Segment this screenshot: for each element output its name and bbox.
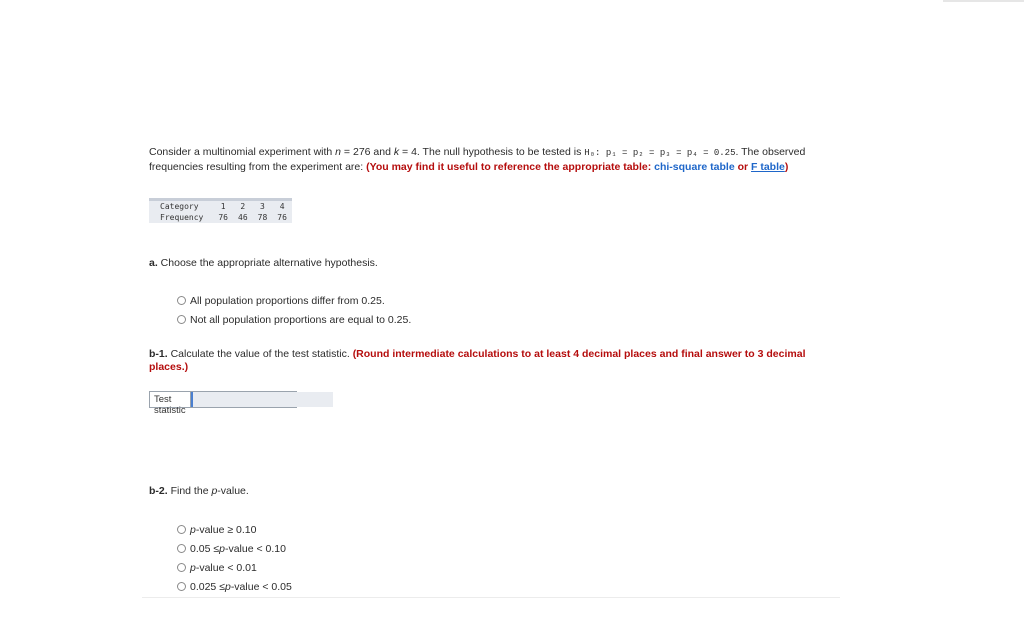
table-row	[149, 212, 292, 223]
f-table-link[interactable]: F table	[751, 161, 785, 173]
table-cell: 3	[260, 202, 265, 211]
null-hypothesis: H₀: p₁ = p₂ = p₃ = p₄ = 0.25	[584, 148, 736, 158]
part-b2-options	[177, 520, 292, 596]
test-statistic-field	[149, 391, 297, 416]
p-value-option-4[interactable]: 0.025 ≤ p -value < 0.05	[177, 577, 292, 596]
p-value-option-2[interactable]: 0.05 ≤ p -value < 0.10	[177, 539, 292, 558]
chi-square-table-link[interactable]: chi-square table	[654, 161, 735, 173]
radio-button[interactable]	[177, 563, 186, 572]
table-cell: 76	[277, 213, 287, 222]
rounding-instruction: (Round intermediate calculations to at least 4 decimal places and final answer to 3 decimal places.)	[149, 348, 806, 373]
part-b1-question: b-1. Calculate the value of the test statistic. (Round intermediate calculations to at least 4 decimal places and final answer to 3 decimal places.)	[149, 348, 806, 373]
top-divider	[943, 0, 1024, 2]
table-cell: 2	[240, 202, 246, 211]
alt-hypothesis-option-2[interactable]: Not all population proportions are equal to 0.25.	[177, 310, 411, 329]
part-a-options	[177, 291, 411, 329]
radio-button[interactable]	[177, 525, 186, 534]
p-value-option-3[interactable]: p -value < 0.01	[177, 558, 292, 577]
radio-button[interactable]	[177, 315, 186, 324]
question-content	[149, 145, 829, 593]
problem-statement: Consider a multinomial experiment with n = 276 and k = 4. The null hypothesis to be tested is H₀: p₁ = p₂ = p₃ = p₄ = 0.25. The observed frequencies resulting from the experiment are: (You may find it useful to reference the appropriate table: chi-square table or F table)	[149, 146, 806, 173]
table-cell: 76	[218, 213, 228, 222]
reference-note: (You may find it useful to reference the appropriate table: chi-square table or F table)	[366, 161, 789, 173]
frequency-header: Frequency	[160, 213, 204, 222]
table-cell: 78	[257, 213, 268, 222]
radio-button[interactable]	[177, 296, 186, 305]
alt-hypothesis-option-1[interactable]: All population proportions differ from 0.25.	[177, 291, 411, 310]
radio-button[interactable]	[177, 544, 186, 553]
frequency-table	[149, 198, 292, 223]
part-a-question: a. Choose the appropriate alternative hypothesis.	[149, 257, 378, 269]
category-header: Category	[160, 202, 199, 211]
table-cell: 46	[238, 213, 248, 222]
p-value-option-1[interactable]: p -value ≥ 0.10	[177, 520, 292, 539]
radio-button[interactable]	[177, 582, 186, 591]
test-statistic-input[interactable]	[191, 392, 333, 407]
table-cell: 4	[279, 202, 285, 211]
part-b2-question: b-2. Find the p-value.	[149, 485, 249, 497]
test-statistic-label: Test statistic	[150, 392, 191, 407]
table-row	[149, 200, 292, 213]
table-cell: 1	[220, 202, 226, 211]
bottom-divider	[142, 597, 840, 598]
